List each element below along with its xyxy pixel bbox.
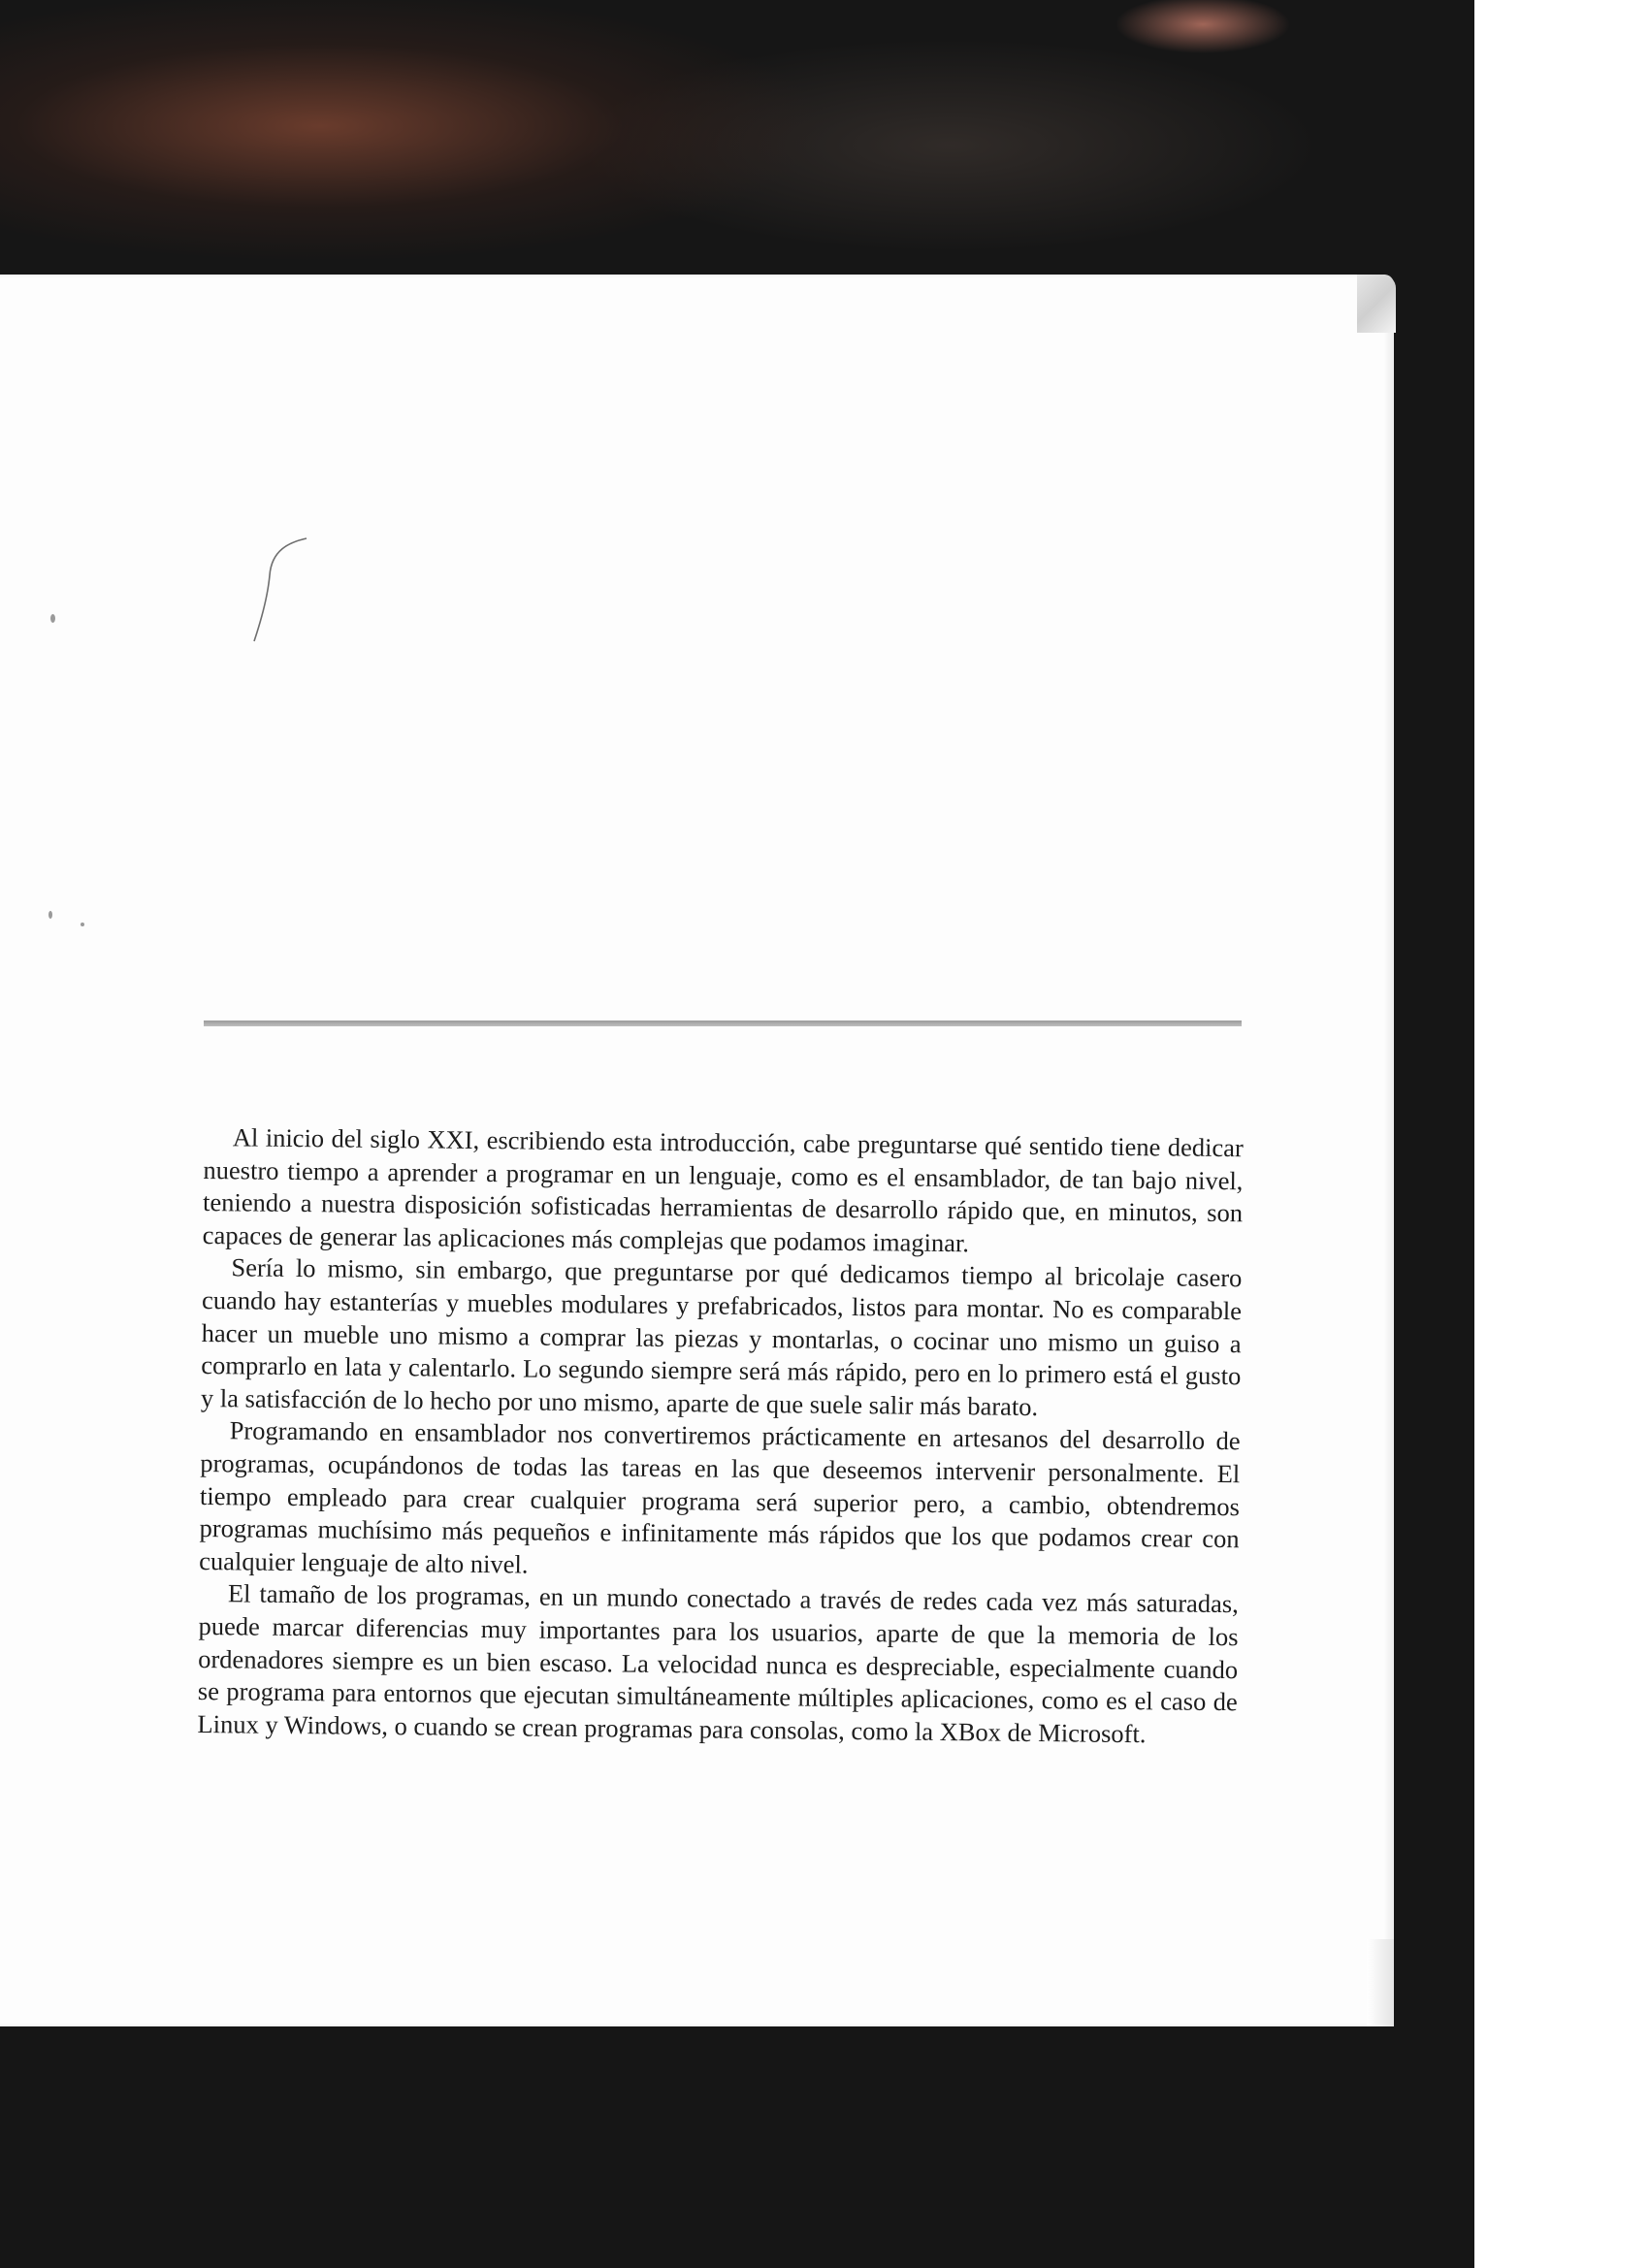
page-speck [48,911,52,919]
page-edge [1367,1939,1394,2026]
page-speck [50,614,55,623]
paragraph: Sería lo mismo, sin embargo, que preguntarse por qué dedicamos tiempo al bricolaje casero cuando hay estanterías y muebles modulares y prefabricados, listos para montar. No es comparable hacer un mueble uno mismo a comprar las piezas y montarlas, o cocinar uno mismo un guiso a comprarlo en lata y calentarlo. Lo segundo siempre será más rápido, pero en lo primero está el gusto y la satisfacción de lo hecho por uno mismo, aparte de que suele salir más barato. [200,1252,1243,1421]
page-speck [81,923,84,926]
paragraph: Al inicio del siglo XXI, escribiendo esta introducción, cabe preguntarse qué sentido tiene dedicar nuestro tiempo a aprender a programar en un lenguaje, como es el ensamblador, de tan bajo nivel, teniendo a nuestra disposición sofisticadas herramientas de desarrollo rápido que, en minutos, son capaces de generar las aplicaciones más complejas que podamos imaginar. [202,1122,1244,1258]
page-worn-corner [1357,275,1396,333]
pencil-mark [250,536,308,643]
scan-blur-top [0,0,1474,281]
paragraph: El tamaño de los programas, en un mundo conectado a través de redes cada vez más saturadas, puede marcar diferencias muy importantes para los usuarios, aparte de que la memoria de los ordenadores siempre es un bien escaso. La velocidad nunca es despreciable, especialmente cuando se programa para entornos que ejecutan simultáneamente múltiples aplicaciones, como es el caso de Linux y Windows, o cuando se crean programas para consolas, como la XBox de Microsoft. [197,1578,1240,1748]
scan-right-margin [1474,0,1649,2268]
horizontal-rule [204,1021,1242,1026]
paragraph: Programando en ensamblador nos convertiremos prácticamente en artesanos del desarrollo de programas, ocupándonos de todas las tareas en las que deseemos intervenir personalmente. El tiempo empleado para crear cualquier programa será superior pero, a cambio, obtendremos programas muchísimo más pequeños e infinitamente más rápidos que los que podamos crear con cualquier lenguaje de alto nivel. [199,1415,1241,1579]
body-text [197,1121,1244,1751]
